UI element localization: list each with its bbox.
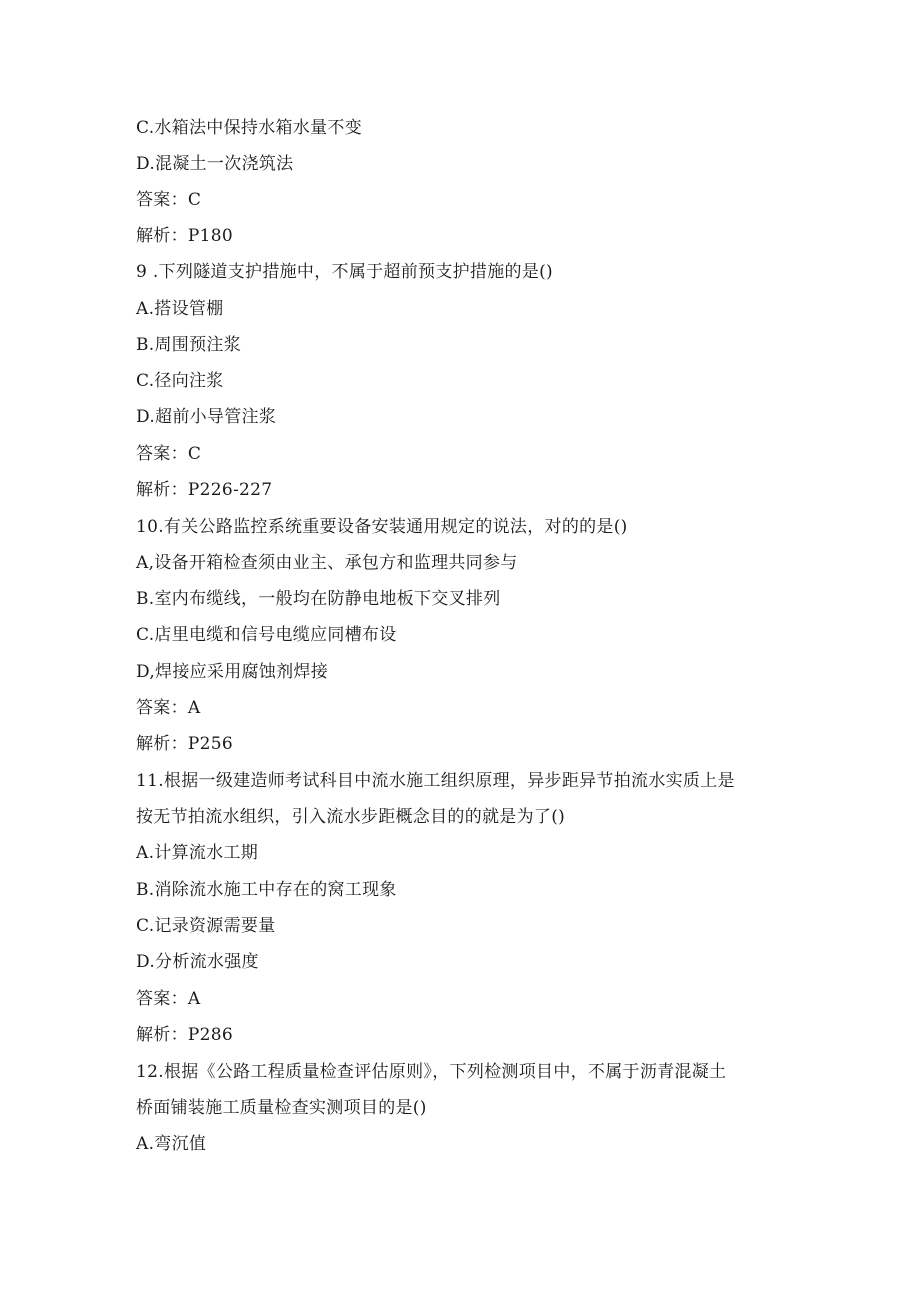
option-b-q11: B.消除流水施工中存在的窝工现象: [136, 880, 397, 900]
question-11-line-2: 按无节拍流水组织，引入流水步距概念目的的就是为了(): [136, 807, 566, 827]
answer-q8: 答案：C: [136, 190, 202, 210]
option-a-q11: A.计算流水工期: [136, 843, 259, 863]
option-d-q11: D.分析流水强度: [136, 952, 259, 972]
option-d-q9: D.超前小导管注浆: [136, 407, 277, 427]
option-d-q10: D,焊接应采用腐蚀剂焊接: [136, 662, 329, 682]
answer-q10: 答案：A: [136, 698, 201, 718]
question-11-line-1: 11.根据一级建造师考试科目中流水施工组织原理，异步距异节拍流水实质上是: [136, 771, 735, 791]
option-c-q8: C.水箱法中保持水箱水量不变: [136, 118, 363, 138]
analysis-q8: 解析：P180: [136, 226, 233, 246]
analysis-q11: 解析：P286: [136, 1025, 233, 1045]
option-c-q9: C.径向注浆: [136, 371, 224, 391]
option-a-q10: A,设备开箱检查须由业主、承包方和监理共同参与: [136, 553, 518, 573]
question-12-line-1: 12.根据《公路工程质量检查评估原则》，下列检测项目中，不属于沥青混凝土: [136, 1062, 727, 1082]
answer-q9: 答案：C: [136, 444, 202, 464]
option-b-q9: B.周围预注浆: [136, 335, 241, 355]
option-a-q12: A.弯沉值: [136, 1134, 207, 1154]
question-10: 10.有关公路监控系统重要设备安装通用规定的说法，对的的是(): [136, 517, 628, 537]
analysis-q10: 解析：P256: [136, 734, 233, 754]
answer-q11: 答案：A: [136, 989, 201, 1009]
option-b-q10: B.室内布缆线，一般均在防静电地板下交叉排列: [136, 589, 501, 609]
option-c-q11: C.记录资源需要量: [136, 916, 276, 936]
question-12-line-2: 桥面铺装施工质量检查实测项目的是(): [136, 1098, 427, 1118]
option-a-q9: A.搭设管棚: [136, 299, 224, 319]
option-d-q8: D.混凝土一次浇筑法: [136, 154, 294, 174]
option-c-q10: C.店里电缆和信号电缆应同槽布设: [136, 625, 397, 645]
analysis-q9: 解析：P226-227: [136, 480, 273, 500]
question-9: 9 .下列隧道支护措施中，不属于超前预支护措施的是(): [136, 262, 553, 282]
